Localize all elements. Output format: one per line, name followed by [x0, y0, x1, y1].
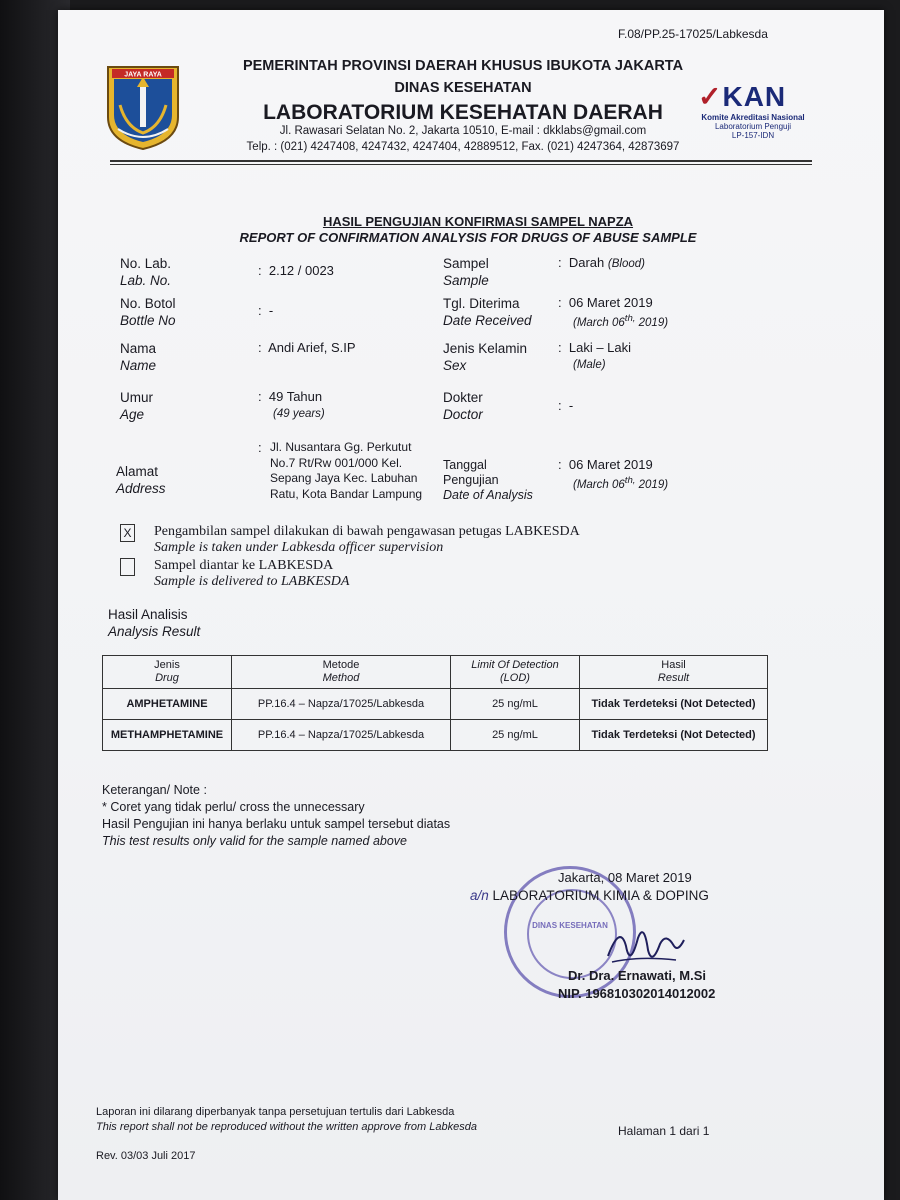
sample-value: : Darah (Blood) — [558, 255, 645, 270]
report-title-en: REPORT OF CONFIRMATION ANALYSIS FOR DRUGS OF ABUSE SAMPLE — [239, 230, 697, 245]
signatory-name: Dr. Dra. Ernawati, M.Si — [568, 968, 706, 983]
date-received-value: : 06 Maret 2019 (March $06^{th,}$ 2019) — [558, 295, 669, 329]
bottle-no-label: No. Botol Bottle No — [120, 296, 176, 328]
checkbox-delivered-text: Sampel diantar ke LABKESDA Sample is delivered to LABKESDA — [154, 558, 350, 589]
result-cell: Tidak Terdeteksi (Not Detected) — [580, 720, 768, 751]
header-government: PEMERINTAH PROVINSI DAERAH KHUSUS IBUKOTA JAKARTA — [242, 58, 684, 74]
note-line3: This test results only valid for the sample named above — [102, 834, 408, 848]
table-row — [103, 720, 768, 751]
age-value: : 49 Tahun (49 years) — [258, 389, 325, 420]
address-value: Jl. Nusantara Gg. Perkutut No.7 Rt/Rw 001/000 Kel. Sepang Jaya Kec. Labuhan Ratu, Kota Bandar Lampung — [270, 440, 423, 501]
handwritten-signature-icon — [598, 916, 688, 976]
header-laboratory: LABORATORIUM KESEHATAN DAERAH — [263, 101, 663, 124]
page-number: Halaman 1 dari 1 — [618, 1124, 710, 1138]
header-divider-thin — [110, 164, 812, 165]
note-title: Keterangan/ Note : — [102, 783, 207, 797]
logo-text: JAYA RAYA — [124, 71, 162, 79]
header-divider — [110, 160, 812, 162]
results-table — [102, 655, 768, 751]
checkbox-delivered[interactable] — [120, 558, 135, 576]
col-method: Metode Method — [232, 656, 451, 689]
report-page — [58, 10, 884, 1200]
lod-cell: 25 ng/mL — [451, 689, 580, 720]
date-analysis-value: : 06 Maret 2019 (March $06^{th,}$ 2019) — [558, 457, 669, 491]
result-cell: Tidak Terdeteksi (Not Detected) — [580, 689, 768, 720]
note-line1: * Coret yang tidak perlu/ cross the unnecessary — [102, 800, 365, 814]
bottle-no-value: : - — [258, 303, 274, 318]
lod-cell: 25 ng/mL — [451, 720, 580, 751]
note-line2: Hasil Pengujian ini hanya berlaku untuk sampel tersebut diatas — [102, 817, 451, 831]
date-analysis-label: Tanggal Pengujian Date of Analysis — [443, 458, 533, 502]
kan-line2: Laboratorium Penguji — [714, 122, 792, 132]
doctor-value: : - — [558, 398, 574, 413]
sex-label: Jenis Kelamin Sex — [443, 341, 528, 373]
colon: : — [258, 440, 262, 455]
result-heading: Hasil Analisis Analysis Result — [108, 607, 201, 639]
notes — [102, 782, 450, 850]
footer-disclaimer: Laporan ini dilarang diperbanyak tanpa persetujuan tertulis dari Labkesda This report shall not be reproduced without the written approve from Labkesda — [96, 1106, 477, 1133]
kan-logo-icon: ✓KAN — [698, 81, 787, 112]
lab-no-label: No. Lab. Lab. No. — [120, 256, 172, 288]
age-label: Umur Age — [120, 390, 153, 422]
col-drug: Jenis Drug — [103, 656, 232, 689]
name-value: : Andi Arief, S.IP — [258, 340, 356, 355]
sample-label: Sampel Sample — [443, 256, 489, 288]
signatory-nip: NIP. 196810302014012002 — [558, 986, 716, 1001]
revision: Rev. 03/03 Juli 2017 — [96, 1150, 196, 1162]
doctor-label: Dokter Doctor — [443, 390, 483, 422]
checkbox-supervised-text: Pengambilan sampel dilakukan di bawah pengawasan petugas LABKESDA Sample is taken under Labkesda officer supervision — [154, 524, 580, 555]
name-label: Nama Name — [120, 341, 157, 373]
kan-line3: LP-157-IDN — [731, 131, 775, 141]
table-row — [103, 689, 768, 720]
table-header-row — [103, 656, 768, 689]
col-result: Hasil Result — [580, 656, 768, 689]
drug-cell: METHAMPHETAMINE — [103, 720, 232, 751]
form-code: F.08/PP.25-17025/Labkesda — [618, 27, 768, 41]
method-cell: PP.16.4 – Napza/17025/Labkesda — [232, 720, 451, 751]
lab-no-value: : 2.12 / 0023 — [258, 263, 334, 278]
stamp-text: DINAS KESEHATAN — [532, 921, 608, 930]
header-address: Jl. Rawasari Selatan No. 2, Jakarta 10510, E-mail : dkklabs@gmail.com — [279, 125, 647, 137]
header-phone: Telp. : (021) 4247408, 4247432, 4247404, 42889512, Fax. (021) 4247364, 42873697 — [246, 141, 680, 153]
kan-line1: Komite Akreditasi Nasional — [701, 113, 805, 122]
drug-cell: AMPHETAMINE — [103, 689, 232, 720]
signature-org: a/n LABORATORIUM KIMIA & DOPING — [470, 888, 709, 903]
method-cell: PP.16.4 – Napza/17025/Labkesda — [232, 689, 451, 720]
jakarta-logo-icon — [106, 65, 180, 151]
address-label: Alamat Address — [116, 464, 166, 496]
report-title: HASIL PENGUJIAN KONFIRMASI SAMPEL NAPZA — [322, 214, 634, 229]
sex-value: : Laki – Laki (Male) — [558, 340, 632, 371]
signature-place-date: Jakarta, 08 Maret 2019 — [558, 870, 692, 885]
kan-logo — [698, 80, 808, 141]
date-received-label: Tgl. Diterima Date Received — [443, 296, 532, 328]
header-department: DINAS KESEHATAN — [394, 80, 532, 96]
checkbox-supervised[interactable]: X — [120, 524, 135, 542]
col-lod: Limit Of Detection (LOD) — [451, 656, 580, 689]
